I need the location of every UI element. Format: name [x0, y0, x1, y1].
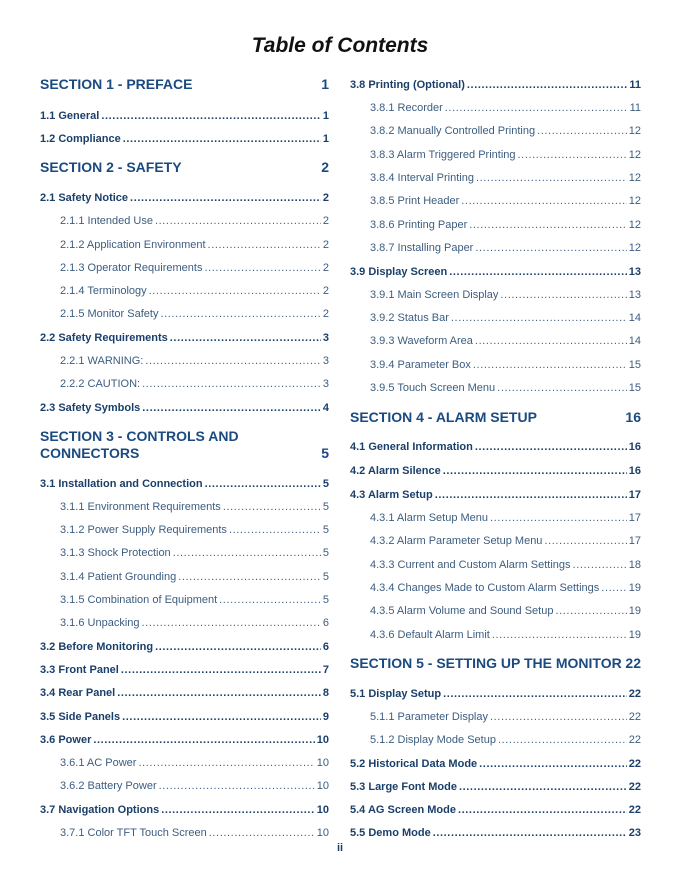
- toc-entry-label: 3.1.6 Unpacking: [60, 617, 140, 629]
- toc-page-number: 12: [628, 125, 641, 137]
- toc-entry-label: 4.1 General Information: [350, 441, 473, 453]
- toc-page-number: 2: [321, 159, 329, 175]
- toc-page-number: 22: [628, 781, 641, 793]
- toc-leader-dots: [117, 687, 321, 699]
- toc-entry-label: 3.1.3 Shock Protection: [60, 547, 171, 559]
- toc-page-number: 1: [322, 110, 329, 122]
- toc-entry-label: 2.1.3 Operator Requirements: [60, 262, 203, 274]
- toc-page-number: 2: [322, 308, 329, 320]
- toc-entry-label: 3.6.2 Battery Power: [60, 780, 157, 792]
- toc-section-label: SECTION 3 - CONTROLS AND CONNECTORS: [40, 428, 239, 461]
- toc-leader-dots: [142, 378, 321, 390]
- toc-subentry[interactable]: [350, 627, 641, 641]
- toc-page-number: 9: [322, 711, 329, 723]
- toc-entry[interactable]: [350, 756, 641, 770]
- toc-page-number: 2: [322, 285, 329, 297]
- toc-entry-label: 3.8.3 Alarm Triggered Printing: [370, 149, 516, 161]
- toc-entry[interactable]: [40, 639, 329, 653]
- toc-leader-dots: [445, 102, 628, 114]
- toc-entry-label: 5.3 Large Font Mode: [350, 781, 457, 793]
- toc-leader-dots: [142, 402, 321, 414]
- toc-page-number: 3: [322, 355, 329, 367]
- toc-leader-dots: [433, 827, 627, 839]
- toc-leader-dots: [145, 355, 321, 367]
- toc-page-number: 7: [322, 664, 329, 676]
- toc-leader-dots: [122, 711, 321, 723]
- page-number-footer: ii: [336, 842, 344, 854]
- toc-entry-label: 5.1.2 Display Mode Setup: [370, 734, 496, 746]
- toc-leader-dots: [443, 688, 627, 700]
- toc-subentry[interactable]: [40, 306, 329, 320]
- toc-entry-label: 3.6.1 AC Power: [60, 757, 137, 769]
- toc-leader-dots: [173, 547, 321, 559]
- toc-leader-dots: [170, 332, 321, 344]
- toc-entry-label: 3.9.3 Waveform Area: [370, 335, 473, 347]
- toc-page-number: 23: [628, 827, 641, 839]
- toc-entry[interactable]: [40, 131, 329, 145]
- toc-leader-dots: [555, 605, 626, 617]
- toc-subentry[interactable]: [350, 333, 641, 347]
- toc-leader-dots: [209, 827, 315, 839]
- toc-page-number: 15: [628, 359, 641, 371]
- toc-subentry[interactable]: [350, 287, 641, 301]
- toc-leader-dots: [223, 501, 321, 513]
- toc-page-number: 6: [322, 617, 329, 629]
- toc-page-number: 17: [628, 535, 641, 547]
- toc-leader-dots: [155, 641, 321, 653]
- toc-entry-label: 2.1.2 Application Environment: [60, 239, 206, 251]
- toc-entry-label: 1.1 General: [40, 110, 100, 122]
- toc-entry[interactable]: [40, 476, 329, 490]
- toc-subentry[interactable]: [350, 510, 641, 524]
- toc-leader-dots: [155, 215, 321, 227]
- toc-subentry[interactable]: [40, 353, 329, 367]
- toc-leader-dots: [490, 711, 627, 723]
- toc-page-number: 5: [322, 501, 329, 513]
- toc-entry[interactable]: [40, 662, 329, 676]
- toc-page-number: 5: [322, 547, 329, 559]
- toc-leader-dots: [161, 804, 315, 816]
- toc-page-number: 12: [628, 149, 641, 161]
- toc-leader-dots: [544, 535, 626, 547]
- toc-subentry[interactable]: [40, 778, 329, 792]
- toc-page-number: 17: [628, 489, 641, 501]
- toc-subentry[interactable]: [40, 545, 329, 559]
- toc-leader-dots: [205, 478, 321, 490]
- toc-page-number: 12: [628, 195, 641, 207]
- toc-leader-dots: [130, 192, 321, 204]
- toc-leader-dots: [451, 312, 627, 324]
- toc-section-heading[interactable]: [40, 159, 329, 175]
- toc-leader-dots: [492, 629, 627, 641]
- toc-page-number: 10: [316, 804, 329, 816]
- toc-subentry[interactable]: [40, 522, 329, 536]
- toc-subentry[interactable]: [350, 100, 641, 114]
- toc-entry-label: 3.1.1 Environment Requirements: [60, 501, 221, 513]
- toc-page-number: 2: [322, 239, 329, 251]
- toc-entry-label: 3.8 Printing (Optional): [350, 79, 465, 91]
- toc-subentry[interactable]: [350, 147, 641, 161]
- toc-leader-dots: [601, 582, 626, 594]
- toc-leader-dots: [475, 335, 627, 347]
- toc-entry-label: 3.7 Navigation Options: [40, 804, 160, 816]
- toc-entry-label: 5.2 Historical Data Mode: [350, 758, 478, 770]
- toc-leader-dots: [475, 441, 627, 453]
- toc-page-number: 6: [322, 641, 329, 653]
- toc-page-number: 22: [628, 711, 641, 723]
- toc-subentry[interactable]: [350, 310, 641, 324]
- toc-entry-label: 3.9.4 Parameter Box: [370, 359, 471, 371]
- toc-entry-label: 4.3.6 Default Alarm Limit: [370, 629, 490, 641]
- toc-entry-label: 2.3 Safety Symbols: [40, 402, 141, 414]
- toc-section-heading[interactable]: [40, 76, 329, 92]
- toc-entry-label: 3.8.5 Print Header: [370, 195, 460, 207]
- toc-page-number: 16: [628, 465, 641, 477]
- toc-entry[interactable]: [40, 190, 329, 204]
- toc-section-label: SECTION 5 - SETTING UP THE MONITOR: [350, 655, 622, 671]
- toc-page-number: 2: [322, 262, 329, 274]
- toc-entry-label: 4.3.4 Changes Made to Custom Alarm Settings: [370, 582, 600, 594]
- toc-subentry[interactable]: [350, 709, 641, 723]
- toc-subentry[interactable]: [350, 533, 641, 547]
- toc-subentry[interactable]: [350, 217, 641, 231]
- toc-page-number: 2: [322, 215, 329, 227]
- toc-leader-dots: [479, 758, 627, 770]
- toc-entry[interactable]: [40, 330, 329, 344]
- toc-entry-label: 4.3.2 Alarm Parameter Setup Menu: [370, 535, 543, 547]
- toc-leader-dots: [475, 242, 626, 254]
- toc-entry-label: 2.2.1 WARNING:: [60, 355, 144, 367]
- toc-page-number: 8: [322, 687, 329, 699]
- toc-page-number: 10: [316, 827, 329, 839]
- toc-entry-label: 2.2.2 CAUTION:: [60, 378, 141, 390]
- toc-page-number: 15: [628, 382, 641, 394]
- toc-subentry[interactable]: [40, 755, 329, 769]
- toc-subentry[interactable]: [40, 569, 329, 583]
- toc-page-number: 13: [628, 266, 641, 278]
- toc-leader-dots: [467, 79, 627, 91]
- toc-entry[interactable]: [350, 487, 641, 501]
- toc-subentry[interactable]: [350, 380, 641, 394]
- toc-subentry[interactable]: [40, 615, 329, 629]
- toc-page-number: 16: [628, 441, 641, 453]
- toc-leader-dots: [537, 125, 627, 137]
- toc-entry-label: 3.8.7 Installing Paper: [370, 242, 474, 254]
- toc-leader-dots: [573, 559, 627, 571]
- toc-page-number: 10: [316, 780, 329, 792]
- toc-entry-label: 3.9.1 Main Screen Display: [370, 289, 499, 301]
- toc-leader-dots: [497, 382, 627, 394]
- toc-entry[interactable]: [350, 802, 641, 816]
- toc-entry[interactable]: [40, 709, 329, 723]
- toc-entry[interactable]: [40, 685, 329, 699]
- toc-subentry[interactable]: [40, 499, 329, 513]
- toc-subentry[interactable]: [40, 260, 329, 274]
- toc-entry-label: 3.7.1 Color TFT Touch Screen: [60, 827, 207, 839]
- toc-entry-label: 4.3.5 Alarm Volume and Sound Setup: [370, 605, 554, 617]
- toc-section-heading[interactable]: [350, 409, 641, 425]
- toc-page-number: 5: [322, 571, 329, 583]
- toc-leader-dots: [476, 172, 627, 184]
- toc-entry[interactable]: [350, 264, 641, 278]
- toc-subentry[interactable]: [350, 357, 641, 371]
- toc-leader-dots: [459, 781, 627, 793]
- toc-entry-label: 3.1.2 Power Supply Requirements: [60, 524, 227, 536]
- toc-entry-label: 2.1.1 Intended Use: [60, 215, 153, 227]
- toc-leader-dots: [458, 804, 627, 816]
- toc-leader-dots: [138, 757, 314, 769]
- toc-leader-dots: [93, 734, 314, 746]
- toc-leader-dots: [159, 780, 315, 792]
- toc-page-number: 3: [322, 378, 329, 390]
- toc-subentry[interactable]: [350, 557, 641, 571]
- toc-entry-label: 3.1.4 Patient Grounding: [60, 571, 177, 583]
- toc-entry[interactable]: [40, 732, 329, 746]
- toc-page-number: 14: [628, 312, 641, 324]
- toc-subentry[interactable]: [350, 170, 641, 184]
- toc-subentry[interactable]: [350, 123, 641, 137]
- toc-leader-dots: [443, 465, 627, 477]
- toc-entry-label: 3.8.4 Interval Printing: [370, 172, 474, 184]
- toc-page-number: 5: [322, 478, 329, 490]
- toc-leader-dots: [121, 664, 321, 676]
- toc-page-number: 1: [321, 76, 329, 92]
- toc-entry-label: 2.1.4 Terminology: [60, 285, 147, 297]
- toc-leader-dots: [518, 149, 627, 161]
- toc-entry-label: 3.6 Power: [40, 734, 92, 746]
- toc-entry[interactable]: [350, 825, 641, 839]
- toc-leader-dots: [178, 571, 321, 583]
- toc-page-number: 22: [628, 758, 641, 770]
- toc-page-number: 22: [628, 804, 641, 816]
- toc-page-number: 2: [322, 192, 329, 204]
- toc-page-number: 18: [628, 559, 641, 571]
- toc-entry-label: 3.9 Display Screen: [350, 266, 448, 278]
- toc-leader-dots: [208, 239, 321, 251]
- toc-page-number: 10: [316, 734, 329, 746]
- toc-entry[interactable]: [40, 400, 329, 414]
- toc-leader-dots: [149, 285, 321, 297]
- toc-page-number: 12: [628, 219, 641, 231]
- toc-entry-label: 3.9.5 Touch Screen Menu: [370, 382, 496, 394]
- toc-entry-label: 4.3.3 Current and Custom Alarm Settings: [370, 559, 571, 571]
- toc-leader-dots: [160, 308, 320, 320]
- toc-entry-label: 1.2 Compliance: [40, 133, 121, 145]
- toc-leader-dots: [123, 133, 321, 145]
- toc-entry-label: 4.2 Alarm Silence: [350, 465, 441, 477]
- toc-page-number: 11: [629, 102, 641, 114]
- toc-subentry[interactable]: [350, 240, 641, 254]
- toc-leader-dots: [449, 266, 627, 278]
- toc-leader-dots: [435, 489, 627, 501]
- toc-page-number: 12: [628, 172, 641, 184]
- toc-page-number: 12: [628, 242, 641, 254]
- toc-entry[interactable]: [350, 439, 641, 453]
- toc-entry-label: 5.1.1 Parameter Display: [370, 711, 488, 723]
- toc-entry-label: 2.1 Safety Notice: [40, 192, 129, 204]
- toc-subentry[interactable]: [40, 237, 329, 251]
- toc-entry[interactable]: [40, 108, 329, 122]
- toc-page-number: 19: [628, 629, 641, 641]
- toc-section-heading[interactable]: [40, 428, 329, 462]
- toc-page-number: 3: [322, 332, 329, 344]
- toc-entry-label: 2.1.5 Monitor Safety: [60, 308, 159, 320]
- toc-entry[interactable]: [40, 802, 329, 816]
- toc-entry[interactable]: [350, 779, 641, 793]
- toc-subentry[interactable]: [350, 603, 641, 617]
- toc-entry-label: 3.3 Front Panel: [40, 664, 119, 676]
- toc-entry-label: 5.5 Demo Mode: [350, 827, 431, 839]
- toc-entry-label: 4.3 Alarm Setup: [350, 489, 433, 501]
- toc-entry-label: 3.1 Installation and Connection: [40, 478, 203, 490]
- page-title: Table of Contents: [251, 34, 429, 57]
- toc-subentry[interactable]: [40, 376, 329, 390]
- toc-page-number: 13: [628, 289, 641, 301]
- toc-page-number: 19: [628, 582, 641, 594]
- toc-leader-dots: [101, 110, 321, 122]
- toc-entry-label: 3.5 Side Panels: [40, 711, 121, 723]
- toc-entry-label: 3.4 Rear Panel: [40, 687, 116, 699]
- toc-leader-dots: [490, 512, 627, 524]
- toc-section-heading[interactable]: [350, 655, 641, 671]
- toc-entry-label: 5.4 AG Screen Mode: [350, 804, 456, 816]
- toc-entry-label: 3.8.2 Manually Controlled Printing: [370, 125, 536, 137]
- toc-leader-dots: [229, 524, 321, 536]
- toc-page-number: 10: [316, 757, 329, 769]
- toc-subentry[interactable]: [40, 825, 329, 839]
- toc-page-number: 1: [322, 133, 329, 145]
- toc-leader-dots: [219, 594, 321, 606]
- toc-entry-label: 3.9.2 Status Bar: [370, 312, 449, 324]
- toc-entry-label: 3.8.6 Printing Paper: [370, 219, 468, 231]
- toc-subentry[interactable]: [350, 193, 641, 207]
- toc-entry-label: 4.3.1 Alarm Setup Menu: [370, 512, 489, 524]
- toc-subentry[interactable]: [350, 732, 641, 746]
- toc-page-number: 17: [628, 512, 641, 524]
- toc-page-number: 19: [628, 605, 641, 617]
- toc-section-label: SECTION 2 - SAFETY: [40, 159, 182, 175]
- toc-subentry[interactable]: [40, 283, 329, 297]
- toc-entry-label: 3.1.5 Combination of Equipment: [60, 594, 218, 606]
- toc-leader-dots: [500, 289, 626, 301]
- toc-leader-dots: [473, 359, 627, 371]
- toc-page-number: 14: [628, 335, 641, 347]
- toc-entry[interactable]: [350, 463, 641, 477]
- toc-page-number: 22: [628, 734, 641, 746]
- toc-entry[interactable]: [350, 686, 641, 700]
- toc-page-number: 5: [322, 594, 329, 606]
- toc-section-label: SECTION 1 - PREFACE: [40, 76, 193, 92]
- toc-page-number: 5: [322, 524, 329, 536]
- toc-leader-dots: [142, 617, 321, 629]
- toc-leader-dots: [498, 734, 627, 746]
- toc-section-label: SECTION 4 - ALARM SETUP: [350, 409, 537, 425]
- toc-entry-label: 3.2 Before Monitoring: [40, 641, 154, 653]
- toc-leader-dots: [469, 219, 627, 231]
- toc-page-number: 16: [625, 409, 641, 425]
- toc-leader-dots: [204, 262, 320, 274]
- toc-page-number: 5: [321, 445, 329, 461]
- toc-page-number: 22: [628, 688, 641, 700]
- toc-subentry[interactable]: [350, 580, 641, 594]
- toc-page-number: 11: [629, 79, 641, 91]
- toc-entry[interactable]: [350, 77, 641, 91]
- toc-page-number: 22: [625, 655, 641, 671]
- toc-subentry[interactable]: [40, 592, 329, 606]
- toc-entry-label: 3.8.1 Recorder: [370, 102, 443, 114]
- toc-entry-label: 2.2 Safety Requirements: [40, 332, 168, 344]
- toc-subentry[interactable]: [40, 213, 329, 227]
- toc-page-number: 4: [322, 402, 329, 414]
- toc-entry-label: 5.1 Display Setup: [350, 688, 442, 700]
- toc-leader-dots: [461, 195, 626, 207]
